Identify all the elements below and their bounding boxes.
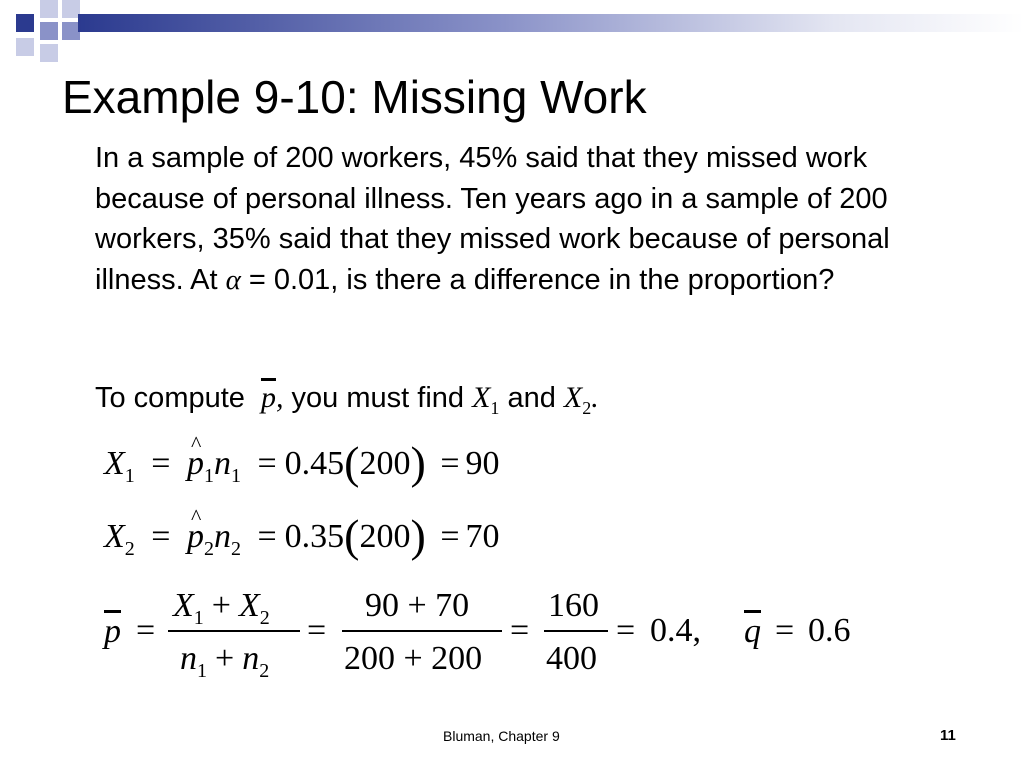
x2-symbol (563, 381, 592, 418)
eq1-x-sub: 1 (124, 465, 135, 487)
eq3-f1-n2: n (242, 640, 260, 677)
eq1-p-hat: ^ p (187, 447, 204, 481)
eq1-n-sub: 1 (230, 465, 241, 487)
compute-period: . (591, 381, 599, 414)
eq3-frac2-line (342, 630, 502, 632)
eq3-frac1-line (168, 630, 300, 632)
slide-title: Example 9-10: Missing Work (62, 71, 647, 123)
eq3-qbar-value: 0.6 (808, 612, 851, 649)
eq2-rparen: ) (410, 510, 426, 561)
x1-subscript: 1 (490, 398, 500, 418)
eq1-p-sub: 1 (203, 465, 214, 487)
eq3-frac1-denominator (180, 642, 269, 681)
eq2-equals: = (151, 518, 171, 555)
x1-symbol (472, 381, 500, 418)
eq3-equals1: = (136, 612, 156, 649)
footer-text: Bluman, Chapter 9 (443, 728, 560, 744)
eq2-n-sub: 2 (230, 538, 241, 560)
eq2-result: 70 (465, 518, 500, 555)
header-squares-decoration (0, 0, 90, 70)
equation-x2 (104, 510, 500, 561)
eq1-x: X (104, 445, 125, 482)
eq3-frac1-numerator (173, 589, 270, 628)
eq2-lparen: ( (344, 510, 360, 561)
eq2-n: n (213, 518, 231, 555)
page-number: 11 (940, 727, 956, 744)
eq1-equals2: = (257, 445, 277, 482)
eq1-num: 200 (359, 445, 411, 482)
eq1-result: 90 (465, 445, 500, 482)
eq3-f1-n1-sub: 1 (197, 660, 207, 682)
eq2-p-hat: ^ p (187, 520, 204, 554)
x2-subscript: 2 (582, 398, 592, 418)
eq3-pbar-value: 0.4, (650, 612, 701, 649)
eq2-p-sub: 2 (203, 538, 214, 560)
compute-prefix: To compute (95, 382, 245, 414)
problem-text-part1: In a sample of 200 workers, 45% said that they missed work because of personal illness. Ten years ago in a sample of 200 workers, 35% said that they missed work because of personal illness. At (95, 142, 890, 296)
eq3-frac2-numerator: 90 + 70 (365, 587, 470, 624)
equation-x1 (104, 437, 500, 488)
eq1-n: n (213, 445, 231, 482)
eq2-coef: 0.35 (284, 518, 345, 555)
eq1-rparen: ) (410, 437, 426, 488)
eq3-q-bar: $\overline{q}$ (744, 613, 761, 650)
eq3-p-bar: $\overline{p}$ (104, 613, 121, 650)
x2-letter: X (563, 381, 583, 414)
eq3-f1-n1: n (180, 640, 197, 677)
eq3-f1-x2: X (238, 587, 260, 624)
eq2-equals2: = (257, 518, 277, 555)
eq3-f1-x2-sub: 2 (259, 607, 270, 629)
alpha-symbol: α (225, 263, 241, 296)
compute-comma: , (275, 381, 284, 414)
eq3-f1-x1-sub: 1 (193, 607, 204, 629)
eq3-frac3-line (544, 630, 608, 632)
compute-mid: you must find (283, 382, 473, 414)
eq3-frac2-denominator: 200 + 200 (344, 640, 483, 677)
eq2-x: X (104, 518, 125, 555)
eq1-lparen: ( (344, 437, 360, 488)
x1-letter: X (472, 381, 491, 414)
eq3-f1-n2-sub: 2 (259, 660, 270, 682)
eq1-equals3: = (440, 445, 460, 482)
eq1-equals: = (151, 445, 171, 482)
eq3-equals2: = (307, 612, 327, 649)
compute-instruction (95, 381, 599, 419)
eq2-x-sub: 2 (124, 538, 135, 560)
compute-and: and (499, 382, 564, 414)
problem-statement (95, 138, 975, 300)
eq3-frac3-denominator: 400 (546, 640, 597, 677)
p-bar-symbol: $\overline{p}$ (260, 381, 276, 414)
eq1-coef: 0.45 (284, 445, 345, 482)
problem-text-part2: = 0.01, is there a difference in the proportion? (240, 263, 835, 296)
eq3-equals4: = (616, 612, 636, 649)
eq3-frac3-numerator: 160 (548, 587, 599, 624)
header-gradient-bar (78, 14, 1024, 32)
eq3-f1-x1: X (173, 587, 194, 624)
eq3-equals3: = (510, 612, 530, 649)
eq3-f1-den-plus: + (215, 640, 235, 677)
eq3-f1-plus: + (211, 587, 231, 624)
eq2-equals3: = (440, 518, 460, 555)
eq3-equals5: = (775, 612, 795, 649)
eq2-num: 200 (359, 518, 411, 555)
